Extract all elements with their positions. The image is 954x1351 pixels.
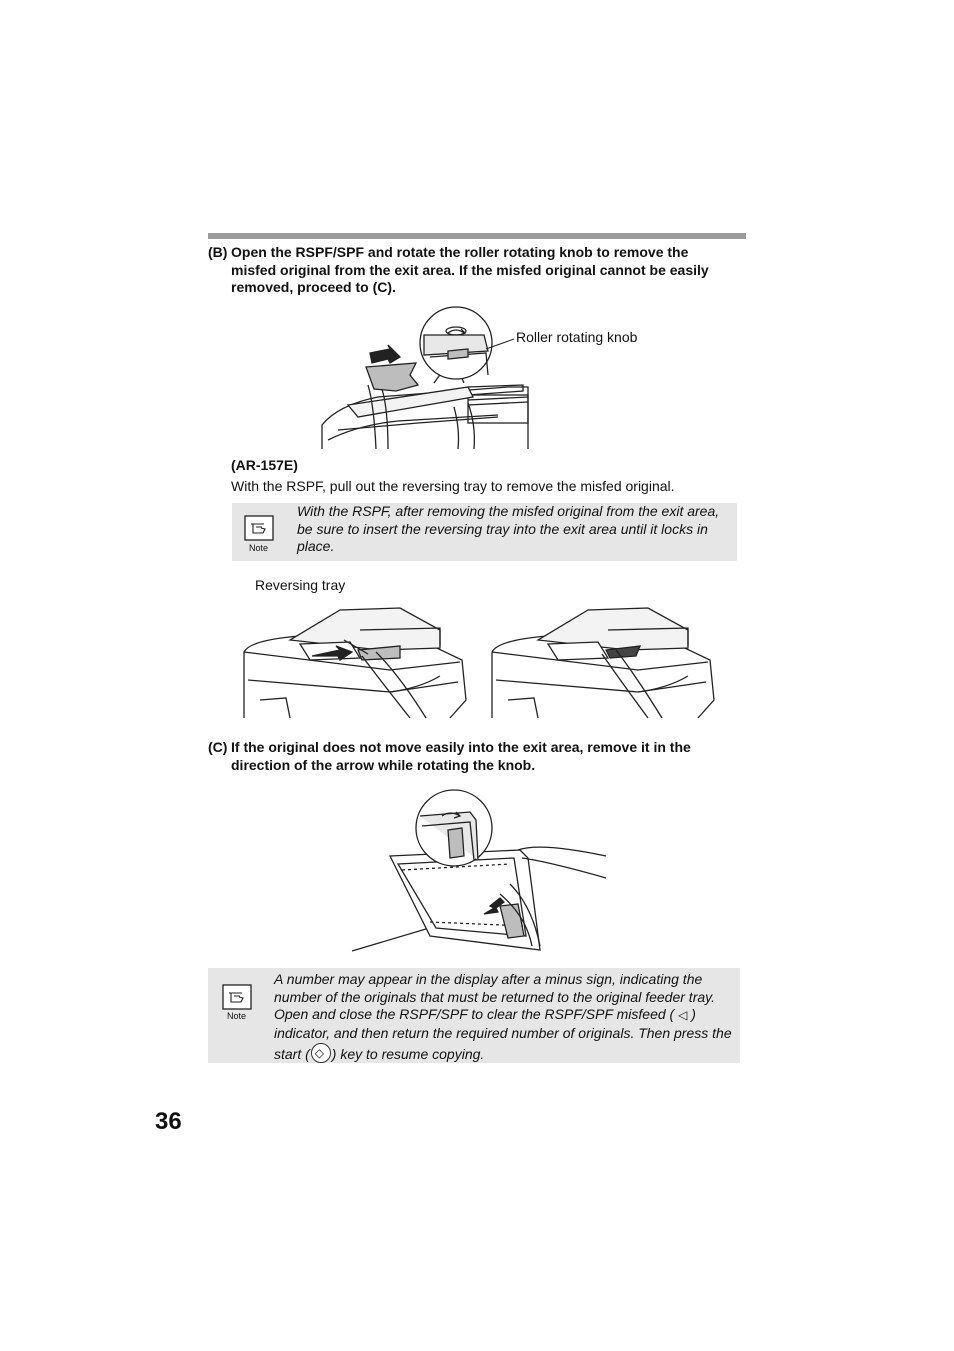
step-b-text: Open the RSPF/SPF and rotate the roller rotating knob to remove the misfed original from the exit area. If the misfed original cannot be easily removed, proceed to (C). xyxy=(231,244,709,295)
note-1-text: With the RSPF, after removing the misfed original from the exit area, be sure to insert the reversing tray into the exit area until it locks in place. xyxy=(297,503,720,555)
figure-roller-knob xyxy=(318,305,648,451)
note-icon-label-2: Note xyxy=(227,1011,247,1021)
callout-reversing-tray: Reversing tray xyxy=(255,577,346,593)
note-icon-label-1: Note xyxy=(249,543,269,553)
note-box-1 xyxy=(232,503,737,561)
callout-roller-knob: Roller rotating knob xyxy=(516,329,638,345)
section-top-bar xyxy=(208,233,746,239)
note-2-text-part3: ) key to resume copying. xyxy=(331,1045,485,1062)
note-2-text xyxy=(274,971,736,1064)
ar157e-text: With the RSPF, pull out the reversing tray to remove the misfed original. xyxy=(231,478,675,494)
ar157e-heading: (AR-157E) xyxy=(231,457,298,473)
start-key-icon xyxy=(311,1043,331,1063)
step-c-label: (C) xyxy=(208,739,228,755)
page-number: 36 xyxy=(155,1108,182,1135)
figure-reversing-tray xyxy=(240,600,720,720)
note-2-text-part2: ) indicator, and then return the required number of originals. Then press the start ( xyxy=(274,1006,732,1062)
misfeed-indicator-icon: ◁ xyxy=(678,1008,688,1023)
note-2-text-part1: A number may appear in the display after a minus sign, indicating the number of the originals that must be returned to the original feeder tray. Open and close the RSPF/SPF to clear the RSPF/SPF misfeed ( xyxy=(274,971,715,1023)
note-box-2 xyxy=(208,968,740,1063)
step-b-label: (B) xyxy=(208,244,228,260)
note-hand-icon xyxy=(244,515,274,546)
figure-remove-with-knob xyxy=(350,786,612,954)
step-c-text: If the original does not move easily into the exit area, remove it in the direction of the arrow while rotating the knob. xyxy=(231,739,691,773)
